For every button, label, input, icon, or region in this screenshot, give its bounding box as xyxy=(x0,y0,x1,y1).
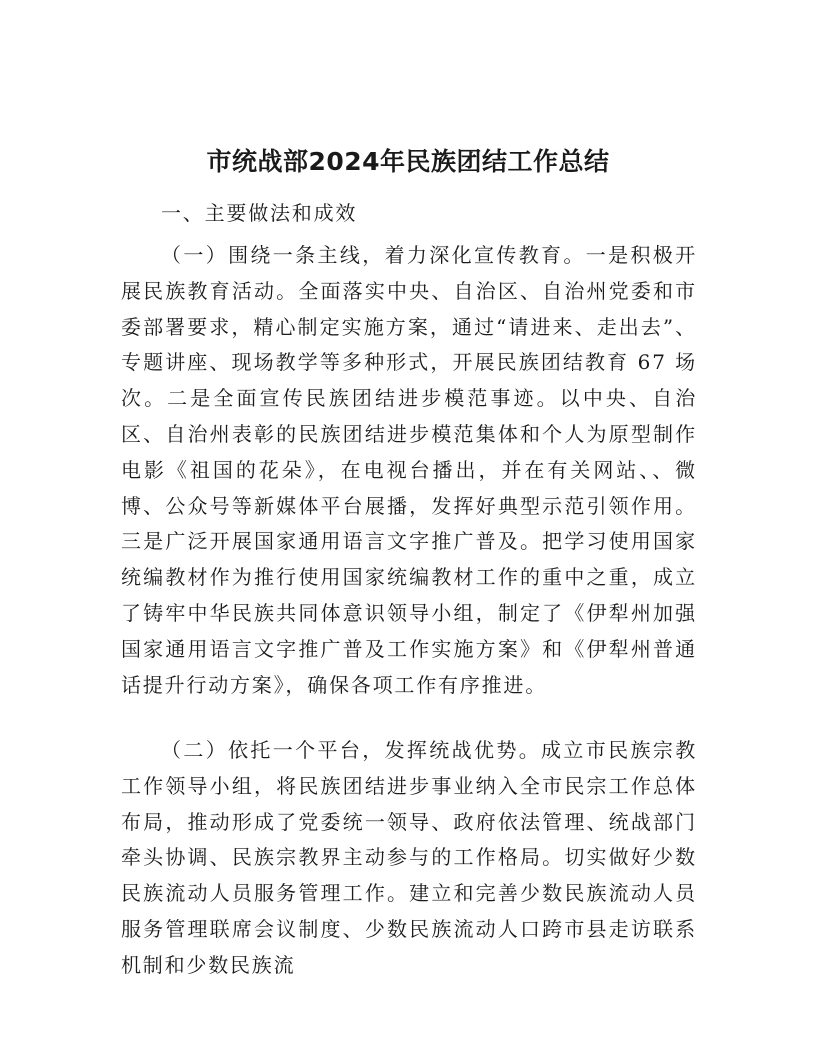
document-title: 市统战部2024年民族团结工作总结 xyxy=(206,147,610,176)
paragraph-1: （一）围绕一条主线，着力深化宣传教育。一是积极开展民族教育活动。全面落实中央、自治区、自治州党委和市委部署要求，精心制定实施方案，通过“请进来、走出去”、专题讲座、现场教学等多种形式，开展民族团结教育 67 场次。二是全面宣传民族团结进步模范事迹。以中央、自治区、自治州表彰的民族团结进步模范集体和个人为原型制作电影《祖国的花朵》，在电视台播出，并在有关网站、、微博、公众号等新媒体平台展播，发挥好典型示范引领作用。三是广泛开展国家通用语言文字推广普及。把学习使用国家统编教材作为推行使用国家统编教材工作的重中之重，成立了铸牢中华民族共同体意识领导小组，制定了《伊犁州加强国家通用语言文字推广普及工作实施方案》和《伊犁州普通话提升行动方案》，确保各项工作有序推进。 xyxy=(121,243,697,697)
paragraph-2: （二）依托一个平台，发挥统战优势。成立市民族宗教工作领导小组，将民族团结进步事业纳入全市民宗工作总体布局，推动形成了党委统一领导、政府依法管理、统战部门牵头协调、民族宗教界主动参与的工作格局。切实做好少数民族流动人员服务管理工作。建立和完善少数民族流动人员服务管理联席会议制度、少数民族流动人口跨市县走访联系机制和少数民族流 xyxy=(121,738,697,977)
section-heading: 一、主要做法和成效 xyxy=(161,201,358,225)
